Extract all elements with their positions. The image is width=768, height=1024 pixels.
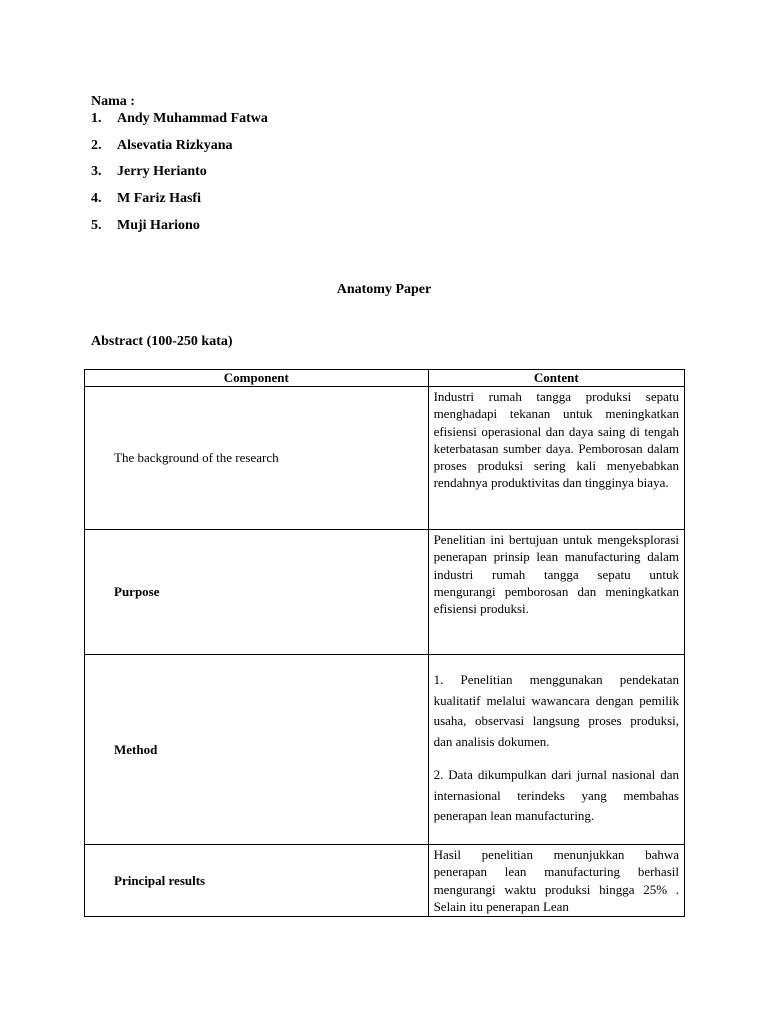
member-name: M Fariz Hasfi xyxy=(117,191,201,206)
nama-label: Nama : xyxy=(91,94,135,109)
member-item xyxy=(91,111,268,127)
content-paragraph: Penelitian ini bertujuan untuk mengeksplorasi penerapan prinsip lean manufacturing dalam industri rumah tangga sepatu untuk mengurangi pemborosan dan meningkatkan efisiensi produksi. xyxy=(433,532,679,617)
section-heading: Abstract (100-250 kata) xyxy=(91,334,233,349)
content-cell xyxy=(428,845,684,917)
anatomy-table xyxy=(84,369,685,917)
content-paragraph: 2. Data dikumpulkan dari jurnal nasional dan internasional terindeks yang membahas penerapan lean manufacturing. xyxy=(433,766,679,824)
member-number: 3. xyxy=(91,164,102,179)
component-cell: The background of the research xyxy=(85,387,429,530)
member-name: Alsevatia Rizkyana xyxy=(117,138,233,153)
component-cell: Purpose xyxy=(85,530,429,655)
member-number: 2. xyxy=(91,138,102,153)
table-header-row xyxy=(85,370,685,387)
content-cell xyxy=(428,655,684,845)
member-name: Muji Hariono xyxy=(117,218,200,233)
member-name: Jerry Herianto xyxy=(117,164,207,179)
table-row xyxy=(85,845,685,917)
column-header-content: Content xyxy=(428,370,684,387)
member-item xyxy=(91,138,233,154)
content-cell xyxy=(428,387,684,530)
member-item xyxy=(91,191,201,207)
member-item xyxy=(91,164,207,180)
member-name: Andy Muhammad Fatwa xyxy=(117,111,268,126)
member-number: 1. xyxy=(91,111,102,126)
content-paragraph: Industri rumah tangga produksi sepatu menghadapi tekanan untuk meningkatkan efisiensi operasional dan daya saing di tengah keterbatasan sumber daya. Pemborosan dalam proses produksi sering kali menyebabkan rendahnya produktivitas dan tingginya biaya. xyxy=(433,389,679,491)
page-title: Anatomy Paper xyxy=(336,282,432,297)
table-row xyxy=(85,530,685,655)
content-cell xyxy=(428,530,684,655)
content-paragraph: 1. Penelitian menggunakan pendekatan kualitatif melalui wawancara dengan pemilik usaha, observasi langsung proses produksi, dan analisis dokumen. xyxy=(433,671,679,750)
table-row xyxy=(85,655,685,845)
member-item xyxy=(91,218,200,234)
content-paragraph: Hasil penelitian menunjukkan bahwa penerapan lean manufacturing berhasil mengurangi waktu produksi hingga 25% . Selain itu penerapan Lean xyxy=(433,847,679,914)
component-cell: Principal results xyxy=(85,845,429,917)
table-row xyxy=(85,387,685,530)
column-header-component: Component xyxy=(85,370,429,387)
member-number: 4. xyxy=(91,191,102,206)
component-cell: Method xyxy=(85,655,429,845)
member-number: 5. xyxy=(91,218,102,233)
